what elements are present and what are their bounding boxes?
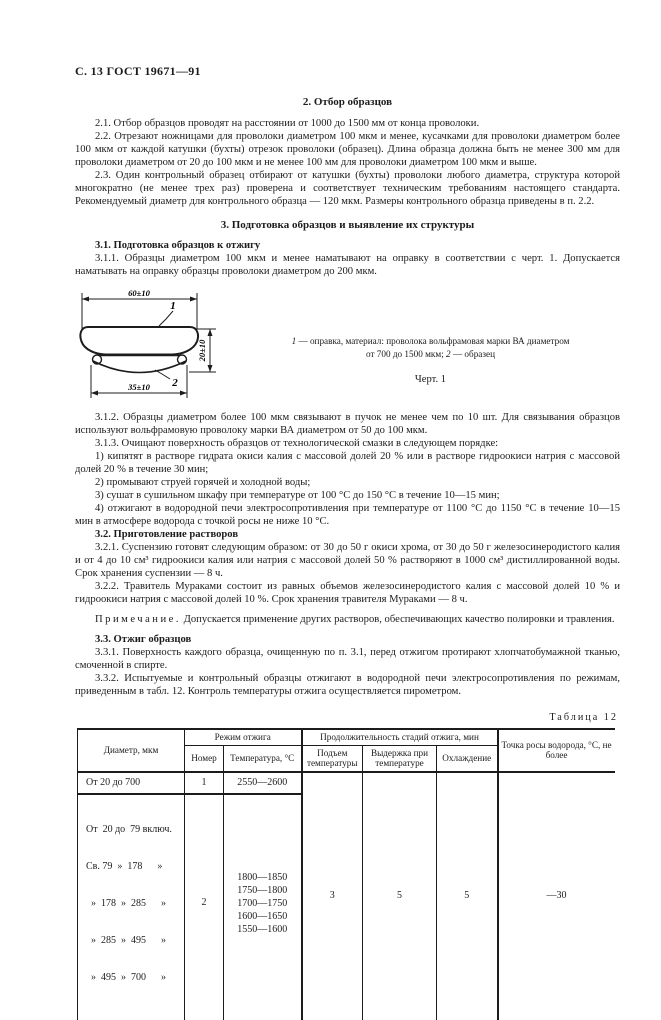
- paragraph-3-1-1: 3.1.1. Образцы диаметром 100 мкм и менее наматывают на оправку в соответствии с черт. 1. Допускается наматывать на оправку образцы проволоки диаметром до 200 мкм.: [75, 253, 620, 277]
- diameter-line: » 285 » 495 »: [86, 934, 166, 946]
- caption-num-2: 2: [446, 349, 451, 359]
- diameter-line: » 178 » 285 »: [86, 897, 166, 909]
- dim-bottom-label: 35±10: [128, 382, 150, 392]
- mandrel-drawing: [69, 285, 241, 407]
- section3-title: 3. Подготовка образцов и выявление их структуры: [220, 219, 475, 231]
- caption-line-1: — оправка, материал: проволока вольфрамовая марки ВА диаметром: [296, 336, 570, 346]
- callout-2: 2: [172, 377, 178, 389]
- dim-right-label: 20±10: [197, 339, 207, 362]
- caption-num-1: 1: [291, 336, 297, 346]
- col-header-cooling: Охлаждение: [437, 745, 498, 772]
- diameter-line: » 495 » 700 »: [86, 971, 166, 983]
- list-item-4: 4) отжигают в водородной печи электросопротивления при температуре от 1100 °С до 1150 °С в течение 10—15 мин в атмосфере водорода с точкой росы не ниже 10 °С.: [75, 503, 620, 527]
- cell-cooling: 5: [437, 772, 498, 1020]
- paragraph-3-2-1: 3.2.1. Суспензию готовят следующим образом: от 30 до 50 г окиси хрома, от 30 до 50 г железосинеродистого калия и от 4 до 10 см³ гидроокиси калия или натрия с массовой долей 50 % растворяют в 1000 см³ дистиллированной воды. Срок хранения суспензии — 8 ч.: [75, 542, 620, 579]
- table-body: [78, 772, 615, 1020]
- page-content: [75, 64, 620, 1020]
- temperature-line: 1550—1600: [237, 923, 288, 935]
- caption-line-2-pre: от 700 до 1500 мкм;: [366, 349, 447, 359]
- cell-temperature-2: [224, 794, 302, 1020]
- table-row: [78, 772, 615, 794]
- table-12-label: Таблица 12: [549, 712, 618, 723]
- cell-rise: 3: [302, 772, 363, 1020]
- col-header-hold: Выдержка при температуре: [363, 745, 437, 772]
- col-header-duration: Продолжительность стадий отжига, мин: [302, 729, 498, 745]
- diameter-line: От 20 до 79 включ.: [86, 823, 172, 835]
- cell-hold: 5: [363, 772, 437, 1020]
- temperature-line: 1600—1650: [237, 910, 288, 922]
- list-item-2: 2) промывают струей горячей и холодной воды;: [95, 477, 311, 488]
- caption-line-2-post: — образец: [450, 349, 495, 359]
- annealing-regimes-table: [77, 728, 615, 1020]
- mandrel-outline: [80, 327, 198, 355]
- specimen-arc: [93, 361, 186, 373]
- diameter-line: Св. 79 » 178 »: [86, 860, 163, 872]
- cell-dewpoint: —30: [498, 772, 615, 1020]
- paragraph-2-1: 2.1. Отбор образцов проводят на расстоянии от 1000 до 1500 мм от конца проволоки.: [95, 118, 480, 129]
- col-header-regime: Режим отжига: [185, 729, 302, 745]
- section2-title: 2. Отбор образцов: [302, 96, 393, 108]
- paragraph-3-1-3: 3.1.3. Очищают поверхность образцов от технологической смазки в следующем порядке:: [95, 438, 499, 449]
- col-header-dewpoint: Точка росы водорода, °С, не более: [498, 729, 615, 772]
- paragraph-2-3: 2.3. Один контрольный образец отбирают от катушки (бухты) проволоки любого диаметра, структура которой многократно (не менее трех раз) проверена и соответствует техническим требованиям настоящего стандарта. Рекомендуемый диаметр для контрольного образца — 120 мкм. Размеры контрольного образца приведены в п. 2.2.: [75, 170, 620, 207]
- figure-1: [75, 285, 620, 407]
- cell-diameter-1: От 20 до 700: [78, 772, 185, 794]
- col-header-diameter: Диаметр, мкм: [78, 729, 185, 772]
- cell-diameter-2: [78, 794, 185, 1020]
- callout-1: 1: [170, 300, 176, 312]
- note-label: Примечание.: [95, 614, 181, 625]
- temperature-line: 1800—1850: [237, 871, 288, 883]
- paragraph-3-3-2: 3.3.2. Испытуемые и контрольный образцы отжигают в водородной печи электросопротивления по режимам, приведенным в табл. 12. Контроль температуры отжига осуществляется пирометром.: [75, 673, 620, 697]
- heading-3-1: 3.1. Подготовка образцов к отжигу: [95, 240, 261, 251]
- paragraph-3-2-2: 3.2.2. Травитель Мураками состоит из равных объемов железосинеродистого калия с массовой долей 10 % и гидроокиси натрия с массовой долей 10 %. Срок хранения травителя Мураками — 8 ч.: [75, 581, 620, 605]
- list-item-1: 1) кипятят в растворе гидрата окиси калия с массовой долей 20 % или в растворе гидроокиси натрия с массовой долей 20 % в течение 30 мин;: [75, 451, 620, 475]
- heading-3-2: 3.2. Приготовление растворов: [95, 529, 239, 540]
- cell-number-1: 1: [185, 772, 224, 794]
- temperature-line: 1700—1750: [237, 897, 288, 909]
- figure-caption-block: [241, 285, 620, 407]
- col-header-number: Номер: [185, 745, 224, 772]
- table-header: [78, 729, 615, 772]
- paragraph-3-1-2: 3.1.2. Образцы диаметром более 100 мкм связывают в пучок не менее чем по 10 шт. Для связывания образцов используют вольфрамовую проволоку марки ВА диаметром от 50 до 100 мкм.: [75, 412, 620, 436]
- paragraph-2-2: 2.2. Отрезают ножницами для проволоки диаметром 100 мкм и менее, кусачками для проволоки диаметром более 100 мкм от каждой катушки (бухты) отрезок проволоки (образец). Длина образца должна быть не менее 300 мм для проволоки диаметром от 20 до 100 мкм и не менее 100 мм для проволоки диаметром 100 мкм и выше.: [75, 131, 620, 168]
- list-item-3: 3) сушат в сушильном шкафу при температуре от 100 °С до 150 °С в течение 10—15 мин;: [95, 490, 500, 501]
- figure-caption: [241, 335, 620, 361]
- dim-top-label: 60±10: [128, 288, 150, 298]
- paragraph-3-3-1: 3.3.1. Поверхность каждого образца, очищенную по п. 3.1, перед отжигом протирают хлопчатобумажной тканью, смоченной в спирте.: [75, 647, 620, 671]
- col-header-temperature: Температура, °С: [224, 745, 302, 772]
- note-text: Допускается применение других растворов, обеспечивающих качество полировки и травления.: [180, 614, 615, 625]
- note-paragraph: [75, 613, 620, 626]
- cell-number-2: 2: [185, 794, 224, 1020]
- page-header: С. 13 ГОСТ 19671—91: [75, 64, 201, 78]
- temperature-line: 1750—1800: [237, 884, 288, 896]
- col-header-rise: Подъем температуры: [302, 745, 363, 772]
- cell-temperature-1: 2550—2600: [224, 772, 302, 794]
- heading-3-3: 3.3. Отжиг образцов: [95, 634, 192, 645]
- figure-number: Черт. 1: [414, 374, 447, 385]
